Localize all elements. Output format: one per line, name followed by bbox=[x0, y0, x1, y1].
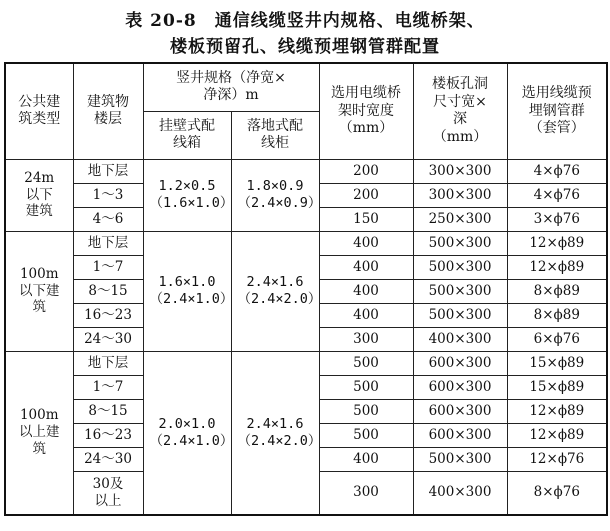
floor-hole-cell: 250×300 bbox=[413, 207, 507, 231]
floor-cell: 1～7 bbox=[73, 375, 143, 399]
conduit-cell: 4×ϕ76 bbox=[507, 159, 607, 183]
wall-box-spec-cell: 2.0×1.0（2.4×1.0） bbox=[143, 351, 231, 515]
conduit-cell: 12×ϕ89 bbox=[507, 231, 607, 255]
header-building-type: 公共建筑类型 bbox=[5, 63, 73, 159]
conduit-cell: 8×ϕ89 bbox=[507, 279, 607, 303]
tray-width-cell: 500 bbox=[319, 423, 413, 447]
floor-cell: 地下层 bbox=[73, 351, 143, 375]
conduit-cell: 12×ϕ89 bbox=[507, 423, 607, 447]
floor-hole-cell: 600×300 bbox=[413, 423, 507, 447]
floor-cell: 8～15 bbox=[73, 399, 143, 423]
conduit-cell: 8×ϕ89 bbox=[507, 303, 607, 327]
tray-width-cell: 400 bbox=[319, 279, 413, 303]
floor-cell: 24～30 bbox=[73, 447, 143, 471]
floor-cell: 4～6 bbox=[73, 207, 143, 231]
floor-cell: 地下层 bbox=[73, 231, 143, 255]
conduit-cell: 12×ϕ89 bbox=[507, 399, 607, 423]
floor-cell: 30及以上 bbox=[73, 471, 143, 515]
floor-cabinet-spec-cell: 1.8×0.9（2.4×0.9） bbox=[231, 159, 319, 231]
floor-cell: 16～23 bbox=[73, 423, 143, 447]
floor-hole-cell: 300×300 bbox=[413, 159, 507, 183]
tray-width-cell: 500 bbox=[319, 399, 413, 423]
floor-cell: 24～30 bbox=[73, 327, 143, 351]
tray-width-cell: 400 bbox=[319, 231, 413, 255]
floor-hole-cell: 400×300 bbox=[413, 327, 507, 351]
wall-box-spec-cell: 1.2×0.5（1.6×1.0） bbox=[143, 159, 231, 231]
floor-hole-cell: 300×300 bbox=[413, 183, 507, 207]
wall-box-spec-cell: 1.6×1.0（2.4×1.0） bbox=[143, 231, 231, 351]
tray-width-cell: 200 bbox=[319, 183, 413, 207]
tray-width-cell: 500 bbox=[319, 375, 413, 399]
tray-width-cell: 400 bbox=[319, 447, 413, 471]
config-table bbox=[4, 62, 608, 516]
floor-hole-cell: 500×300 bbox=[413, 303, 507, 327]
conduit-cell: 8×ϕ76 bbox=[507, 471, 607, 515]
conduit-cell: 6×ϕ76 bbox=[507, 327, 607, 351]
floor-cell: 1～3 bbox=[73, 183, 143, 207]
building-type-cell: 100m以上建筑 bbox=[5, 351, 73, 515]
tray-width-cell: 300 bbox=[319, 471, 413, 515]
tray-width-cell: 150 bbox=[319, 207, 413, 231]
conduit-cell: 12×ϕ89 bbox=[507, 255, 607, 279]
floor-cell: 16～23 bbox=[73, 303, 143, 327]
floor-hole-cell: 500×300 bbox=[413, 255, 507, 279]
conduit-cell: 3×ϕ76 bbox=[507, 207, 607, 231]
header-floor: 建筑物楼层 bbox=[73, 63, 143, 159]
floor-cabinet-spec-cell: 2.4×1.6（2.4×2.0） bbox=[231, 231, 319, 351]
table-title-line1: 表 20-8 通信线缆竖井内规格、电缆桥架、 bbox=[125, 11, 485, 31]
floor-cell: 地下层 bbox=[73, 159, 143, 183]
header-floor-cabinet: 落地式配线柜 bbox=[231, 111, 319, 159]
building-type-cell: 100m以下建筑 bbox=[5, 231, 73, 351]
floor-cabinet-spec-cell: 2.4×1.6（2.4×2.0） bbox=[231, 351, 319, 515]
table-title-line2: 楼板预留孔、线缆预埋钢管群配置 bbox=[170, 37, 440, 57]
building-type-cell: 24m以下建筑 bbox=[5, 159, 73, 231]
tray-width-cell: 400 bbox=[319, 255, 413, 279]
conduit-cell: 15×ϕ89 bbox=[507, 351, 607, 375]
tray-width-cell: 300 bbox=[319, 327, 413, 351]
floor-hole-cell: 400×300 bbox=[413, 471, 507, 515]
conduit-cell: 4×ϕ76 bbox=[507, 183, 607, 207]
conduit-cell: 15×ϕ89 bbox=[507, 375, 607, 399]
tray-width-cell: 200 bbox=[319, 159, 413, 183]
header-tray-width: 选用电缆桥架时宽度（mm） bbox=[319, 63, 413, 159]
floor-hole-cell: 600×300 bbox=[413, 399, 507, 423]
header-wall-box: 挂壁式配线箱 bbox=[143, 111, 231, 159]
tray-width-cell: 400 bbox=[319, 303, 413, 327]
floor-hole-cell: 500×300 bbox=[413, 279, 507, 303]
header-conduit: 选用线缆预埋钢管群（套管） bbox=[507, 63, 607, 159]
header-shaft-spec: 竖井规格（净宽×净深）m bbox=[143, 63, 319, 111]
floor-hole-cell: 500×300 bbox=[413, 231, 507, 255]
tray-width-cell: 500 bbox=[319, 351, 413, 375]
floor-hole-cell: 600×300 bbox=[413, 375, 507, 399]
floor-hole-cell: 600×300 bbox=[413, 351, 507, 375]
floor-cell: 8～15 bbox=[73, 279, 143, 303]
header-floor-hole: 楼板孔洞尺寸宽×深（mm） bbox=[413, 63, 507, 159]
floor-cell: 1～7 bbox=[73, 255, 143, 279]
floor-hole-cell: 500×300 bbox=[413, 447, 507, 471]
conduit-cell: 12×ϕ76 bbox=[507, 447, 607, 471]
